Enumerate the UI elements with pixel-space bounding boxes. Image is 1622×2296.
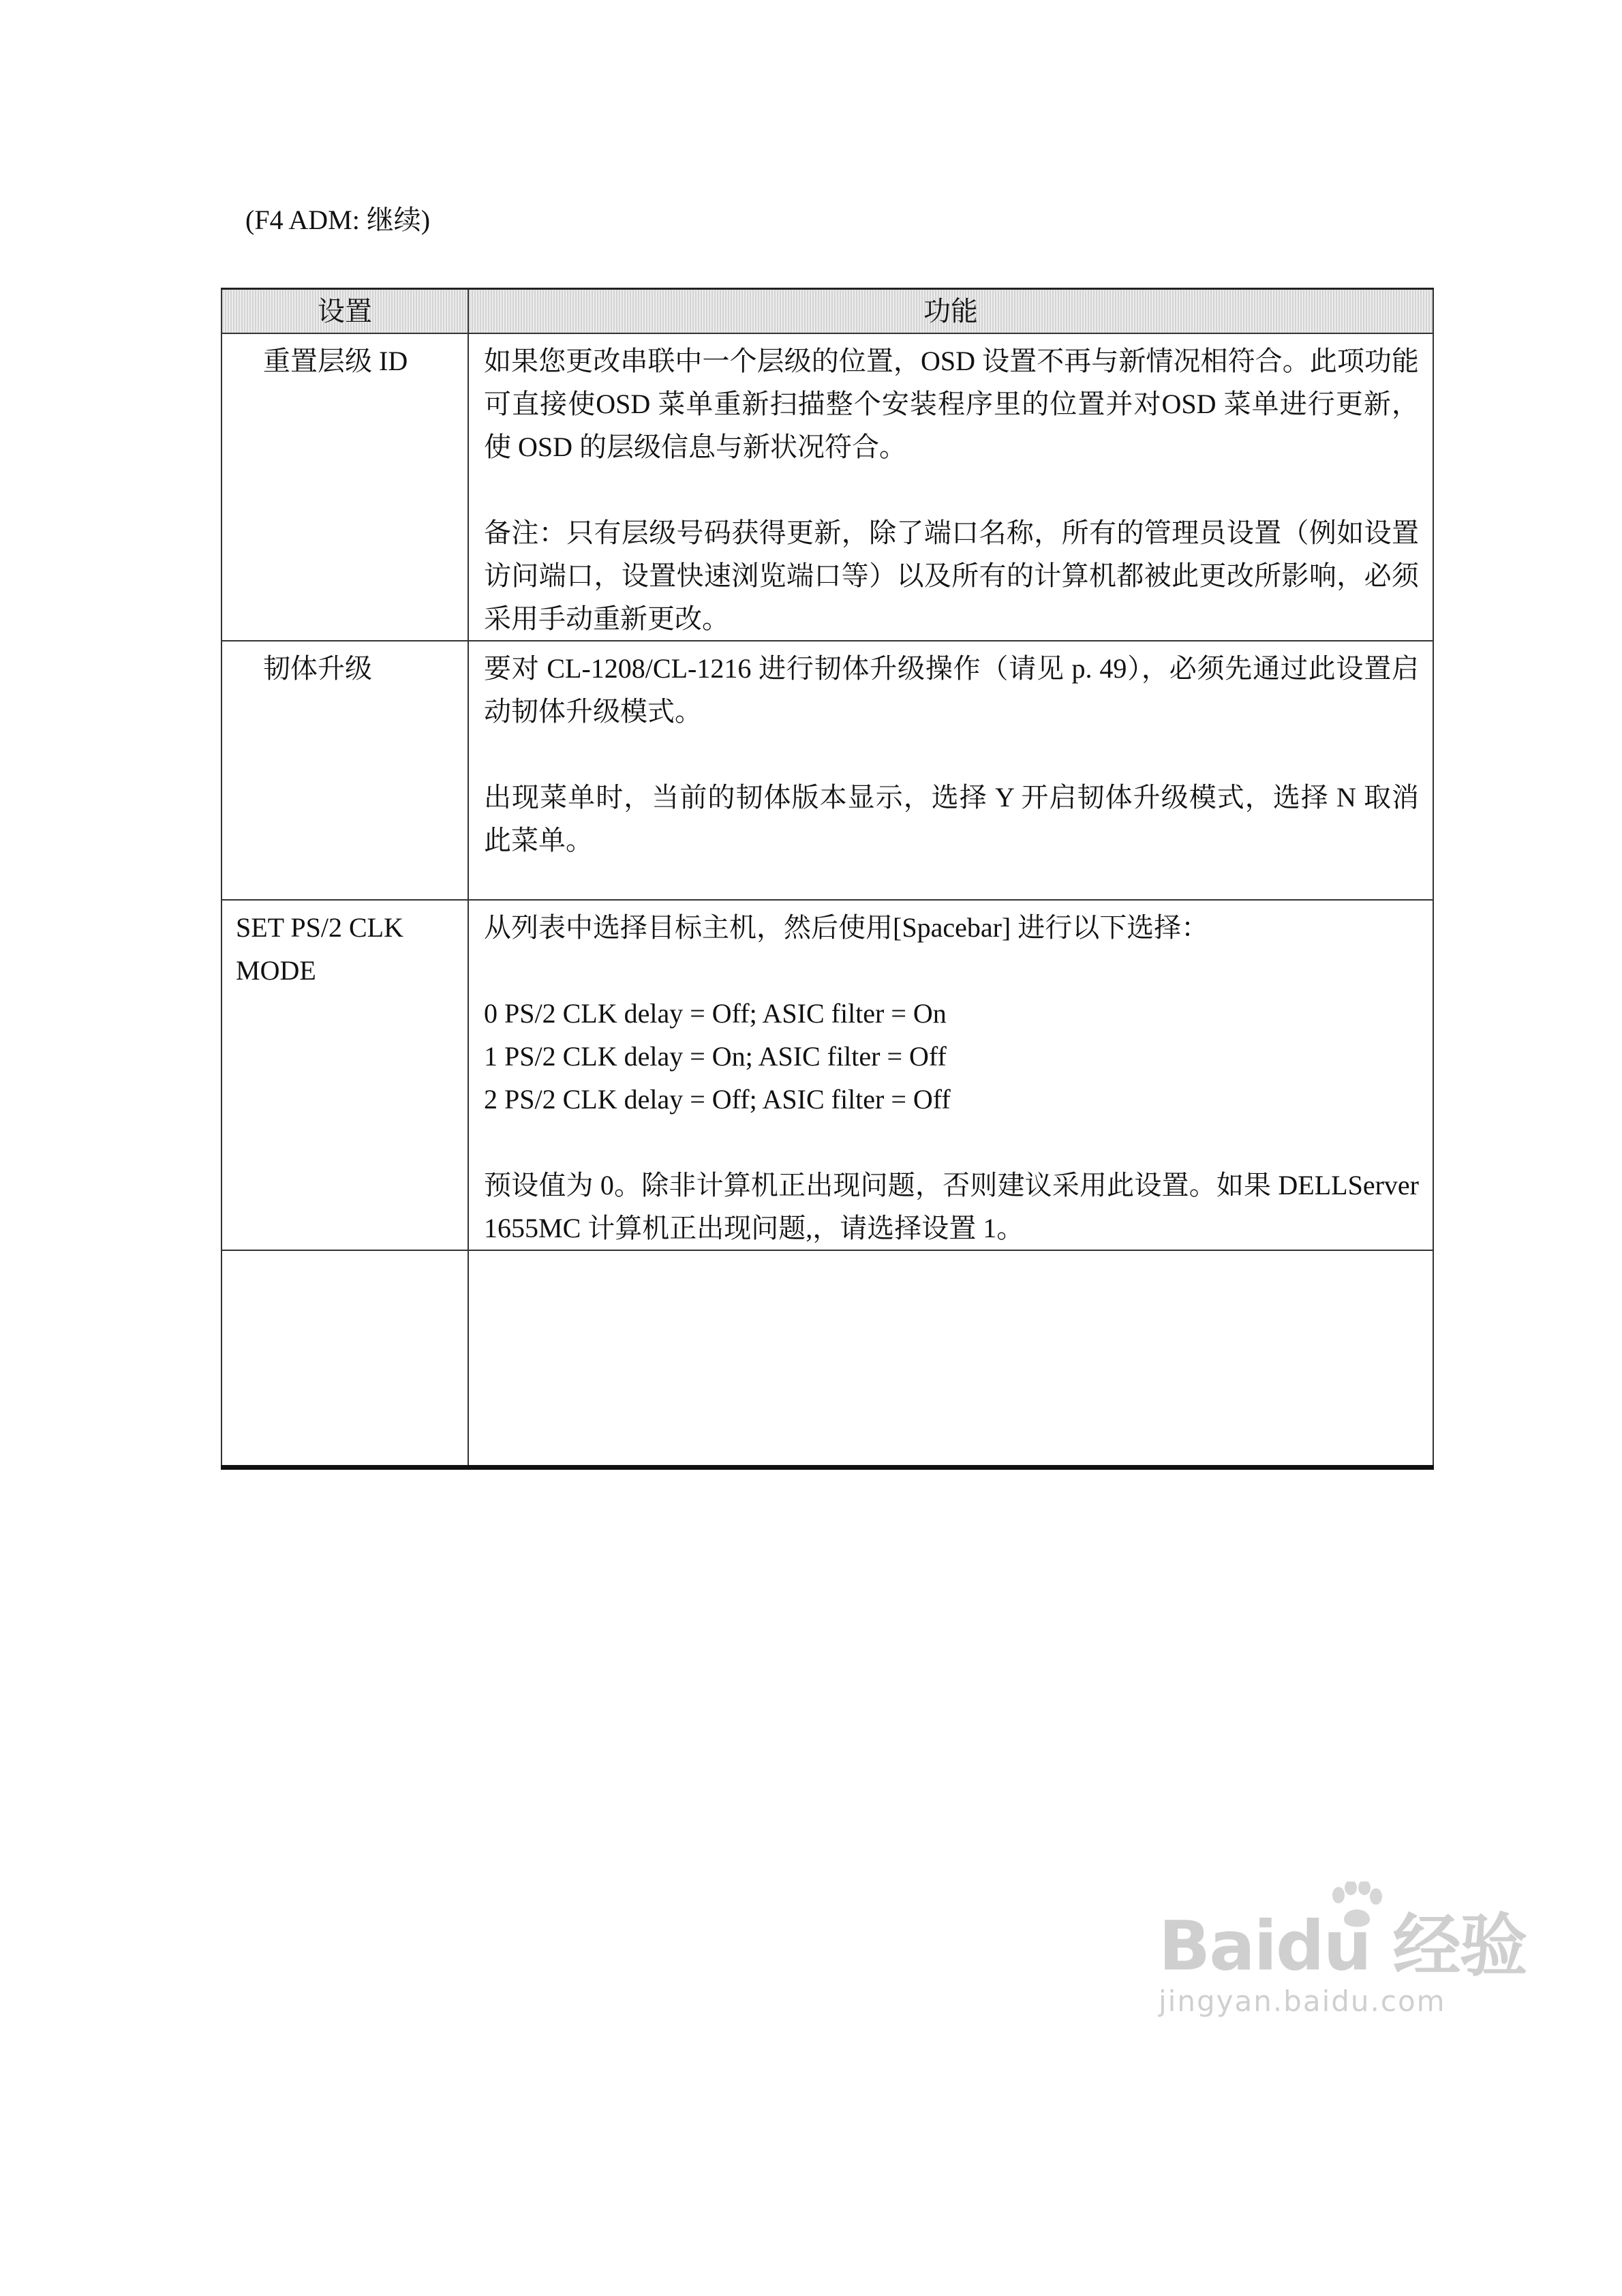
table-row-empty <box>221 1250 1433 1467</box>
watermark-brand-bai: Bai <box>1159 1906 1276 1986</box>
empty-cell <box>468 1250 1433 1467</box>
option-line: 0 PS/2 CLK delay = Off; ASIC filter = On <box>484 998 947 1029</box>
setting-name-cell <box>221 641 468 900</box>
table-row-ps2-clk-mode <box>221 900 1433 1250</box>
description-note: 预设值为 0。除非计算机正出现问题，否则建议采用此设置。如果 DELLServer 1655MC 计算机正出现问题,，请选择设置 1。 <box>484 1170 1419 1243</box>
description-note: 备注：只有层级号码获得更新，除了端口名称，所有的管理员设置（例如设置访问端口，设置快速浏览端口等）以及所有的计算机都被此更改所影响，必须采用手动重新更改。 <box>484 517 1419 634</box>
baidu-jingyan-watermark <box>1159 1882 1540 2018</box>
option-line: 2 PS/2 CLK delay = Off; ASIC filter = Off <box>484 1084 951 1115</box>
option-line: 1 PS/2 CLK delay = On; ASIC filter = Off <box>484 1041 947 1072</box>
description-intro: 从列表中选择目标主机，然后使用[Spacebar] 进行以下选择： <box>484 912 1209 943</box>
settings-table <box>221 288 1434 1470</box>
watermark-url: jingyan.baidu.com <box>1159 1984 1446 2018</box>
setting-name: 重置层级 ID <box>263 346 408 376</box>
setting-name-cell <box>221 900 468 1250</box>
description-paragraph: 如果您更改串联中一个层级的位置，OSD 设置不再与新情况相符合。此项功能可直接使OSD 菜单重新扫描整个安装程序里的位置并对OSD 菜单进行更新，使 OSD 的层级信息与新状况符合。 <box>484 346 1419 462</box>
header-function: 功能 <box>468 289 1433 334</box>
watermark-brand-du: du <box>1275 1906 1371 1986</box>
description-paragraph: 出现菜单时，当前的韧体版本显示，选择 Y 开启韧体升级模式，选择 N 取消此菜单。 <box>484 782 1419 856</box>
table-header-row <box>221 289 1433 334</box>
header-setting: 设置 <box>221 289 468 334</box>
watermark-brand <box>1159 1906 1527 1986</box>
watermark-brand-jingyan: 经验 <box>1370 1906 1527 1986</box>
table-row-reset-station-id <box>221 333 1433 641</box>
page-heading: (F4 ADM: 继续) <box>245 205 431 235</box>
setting-name: 韧体升级 <box>263 653 372 684</box>
setting-description-cell <box>468 333 1433 641</box>
setting-description-cell <box>468 641 1433 900</box>
empty-cell <box>221 1250 468 1467</box>
description-paragraph: 要对 CL-1208/CL-1216 进行韧体升级操作（请见 p. 49），必须先通过此设置启动韧体升级模式。 <box>484 653 1419 727</box>
table-row-firmware-upgrade <box>221 641 1433 900</box>
setting-name-cell <box>221 333 468 641</box>
setting-name: SET PS/2 CLK MODE <box>236 912 403 986</box>
setting-description-cell <box>468 900 1433 1250</box>
